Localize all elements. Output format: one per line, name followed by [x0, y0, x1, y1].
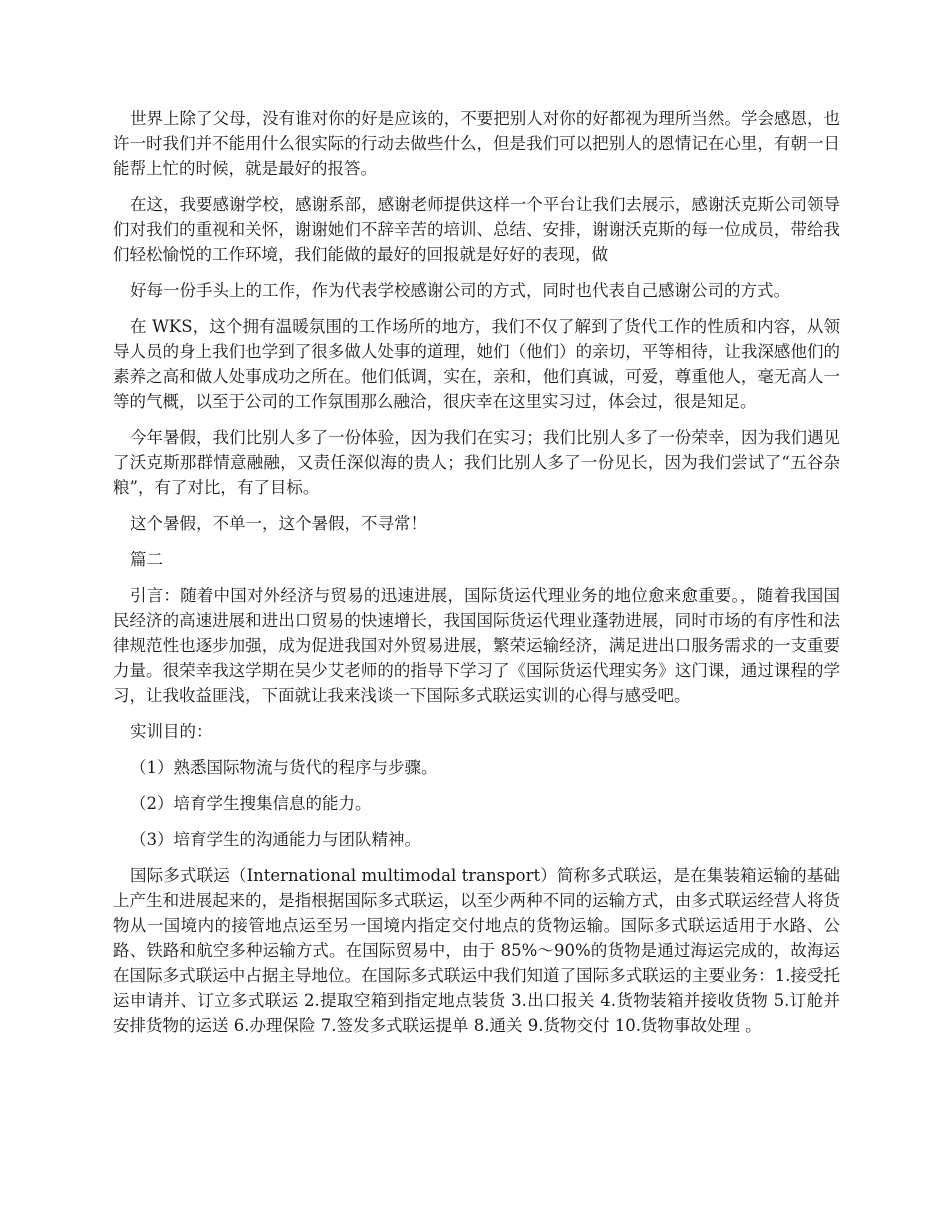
paragraph-summer-closing: 这个暑假，不单一，这个暑假，不寻常！ [130, 514, 427, 533]
list-item: （1）熟悉国际物流与货代的程序与步骤。 [130, 758, 438, 777]
paragraph-training-goal-heading: 实训目的： [130, 722, 213, 741]
list-item: （3）培育学生的沟通能力与团队精神。 [130, 830, 421, 849]
paragraph-multimodal-transport: 国际多式联运（International multimodal transport）简称多式联运，是在集装箱运输的基础上产生和进展起来的，是指根据国际多式联运，以至少两种不同的运输方式，由多式联运经营人将货物从一国境内的接管地点运至另一国境内指定交付地点的货物运输。国际多式联运适用于水路、公路、铁路和航空多种运输方式。在国际贸易中，由于 85%～90%的货物是通过海运完成的，故海运在国际多式联运中占据主导地位。在国际多式联运中我们知道了国际多式联运的主要业务：1.接受托运申请并、订立多式联运 2.提取空箱到指定地点装货 3.出口报关 4.货物装箱并接收货物 5.订舱并安排货物的运送 6.办理保险 7.签发多式联运提单 8.通关 9.货物交付 10.货物事故处理 。 [113, 866, 840, 1035]
paragraph-gratitude: 世界上除了父母，没有谁对你的好是应该的，不要把别人对你的好都视为理所当然。学会感恩，也许一时我们并不能用什么很实际的行动去做些什么，但是我们可以把别人的恩情记在心里，有朝一日能帮上忙的时候，就是最好的报答。 [113, 109, 840, 178]
paragraph-introduction: 引言：随着中国对外经济与贸易的迅速进展，国际货运代理业务的地位愈来愈重要。，随着我国国民经济的高速进展和进出口贸易的快速增长，我国国际货运代理业蓬勃进展，同时市场的有序性和法律规范性也逐步加强，成为促进我国对外贸易进展，繁荣运输经济，满足进出口服务需求的一支重要力量。很荣幸我这学期在吴少艾老师的的指导下学习了《国际货运代理实务》这门课，通过课程的学习，让我收益匪浅，下面就让我来浅谈一下国际多式联运实训的心得与感受吧。 [113, 586, 840, 705]
paragraph-work: 好每一份手头上的工作，作为代表学校感谢公司的方式，同时也代表自己感谢公司的方式。 [130, 281, 790, 300]
document-body [113, 106, 840, 1049]
section-heading: 篇二 [130, 550, 163, 569]
paragraph-thanks: 在这，我要感谢学校，感谢系部，感谢老师提供这样一个平台让我们去展示，感谢沃克斯公司领导们对我们的重视和关怀，谢谢她们不辞辛苦的培训、总结、安排，谢谢沃克斯的每一位成员，带给我们轻松愉悦的工作环境，我们能做的最好的回报就是好好的表现，做 [113, 195, 840, 264]
list-item: （2）培育学生搜集信息的能力。 [130, 794, 372, 813]
paragraph-wks: 在 WKS，这个拥有温暖氛围的工作场所的地方，我们不仅了解到了货代工作的性质和内容，从领导人员的身上我们也学到了很多做人处事的道理，她们（他们）的亲切，平等相待，让我深感他们的素养之高和做人处事成功之所在。他们低调，实在，亲和，他们真诚，可爱，尊重他人，毫无高人一等的气概，以至于公司的工作氛围那么融洽，很庆幸在这里实习过，体会过，很是知足。 [113, 317, 840, 411]
paragraph-summer: 今年暑假，我们比别人多了一份体验，因为我们在实习；我们比别人多了一份荣幸，因为我们遇见了沃克斯那群情意融融，又责任深似海的贵人；我们比别人多了一份见长，因为我们尝试了“五谷杂粮”，有了对比，有了目标。 [113, 428, 840, 497]
